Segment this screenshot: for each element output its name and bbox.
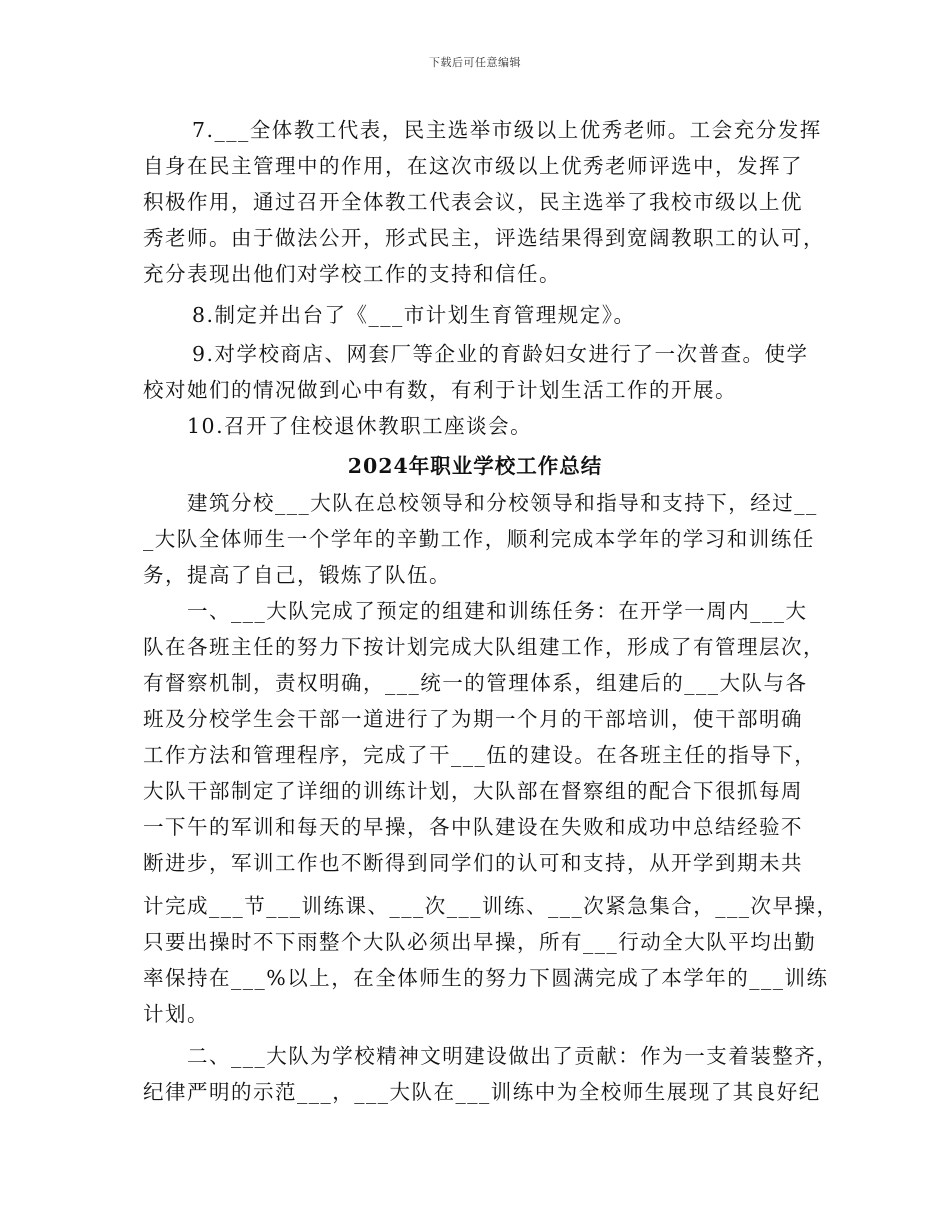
text-line: 大队干部制定了详细的训练计划，大队部在督察组的配合下很抓每周	[143, 779, 803, 803]
section-title: 2024年职业学校工作总结	[347, 454, 603, 478]
text-line: 一下午的军训和每天的早操，各中队建设在失败和成功中总结经验不	[143, 815, 803, 839]
text-line: _大队全体师生一个学年的辛勤工作，顺利完成本学年的学习和训练任	[143, 527, 815, 551]
text-line: 队在各班主任的努力下按计划完成大队组建工作，形成了有管理层次，	[143, 635, 825, 659]
text-line: 有督察机制，责权明确，___统一的管理体系，组建后的___大队与各	[143, 671, 808, 695]
text-line: 建筑分校___大队在总校领导和分校领导和指导和支持下，经过__	[187, 491, 818, 515]
text-line: 7.___全体教工代表，民主选举市级以上优秀老师。工会充分发挥	[192, 118, 822, 142]
text-line: 二、___大队为学校精神文明建设做出了贡献：作为一支着装整齐，	[187, 1044, 839, 1068]
text-line: 校对她们的情况做到心中有数，有利于计划生活工作的开展。	[143, 378, 737, 402]
text-line: 秀老师。由于做法公开，形式民主，评选结果得到宽阔教职工的认可，	[143, 226, 825, 250]
text-line: 积极作用，通过召开全体教工代表会议，民主选举了我校市级以上优	[143, 190, 803, 214]
text-line: 自身在民主管理中的作用，在这次市级以上优秀老师评选中，发挥了	[143, 154, 803, 178]
text-line: 工作方法和管理程序，完成了干___伍的建设。在各班主任的指导下，	[143, 743, 817, 767]
text-line: 只要出操时不下雨整个大队必须出早操，所有___行动全大队平均出勤	[143, 930, 817, 954]
text-line: 纪律严明的示范___，___大队在___训练中为全校师生展现了其良好纪	[143, 1080, 821, 1104]
text-line: 充分表现出他们对学校工作的支持和信任。	[143, 262, 561, 286]
text-line: 务，提高了自己，锻炼了队伍。	[143, 563, 451, 587]
page-header: 下载后可任意编辑	[429, 56, 521, 69]
text-line: 一、___大队完成了预定的组建和训练任务：在开学一周内___大	[187, 599, 808, 623]
text-line: 8.制定并出台了《___市计划生育管理规定》。	[192, 303, 636, 327]
text-line: 10.召开了住校退休教职工座谈会。	[187, 414, 533, 438]
text-line: 9.对学校商店、网套厂等企业的育龄妇女进行了一次普查。使学	[192, 342, 809, 366]
text-line: 班及分校学生会干部一道进行了为期一个月的干部培训，使干部明确	[143, 707, 803, 731]
text-line: 断进步，军训工作也不断得到同学们的认可和支持，从开学到期未共	[143, 851, 803, 875]
text-line: 计完成___节___训练课、___次___训练、___次紧急集合，___次早操，	[143, 894, 839, 918]
text-line: 率保持在___%以上，在全体师生的努力下圆满完成了本学年的___训练	[143, 966, 829, 990]
text-line: 计划。	[143, 1002, 209, 1026]
